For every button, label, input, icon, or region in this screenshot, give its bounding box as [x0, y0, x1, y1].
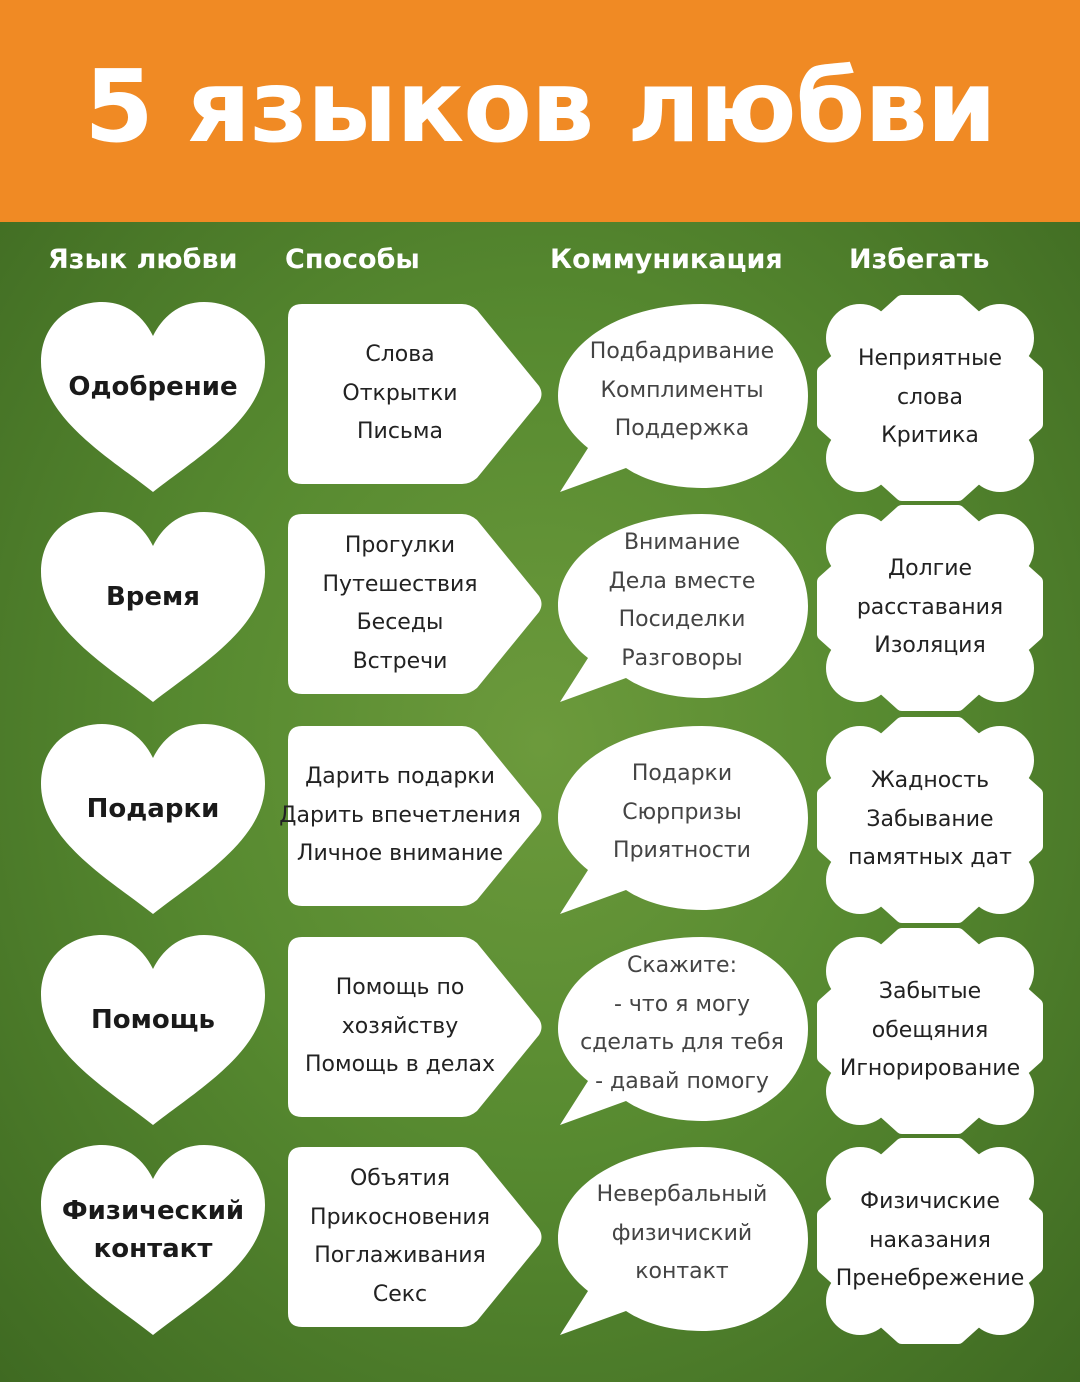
- language-line: Подарки: [86, 794, 220, 824]
- ways-line: Встречи: [352, 648, 448, 674]
- ways-cell: [284, 300, 546, 488]
- avoid-cell: [818, 933, 1042, 1129]
- communication-line: Посиделки: [618, 607, 746, 632]
- communication-line: Разговоры: [621, 645, 743, 671]
- language-cell: [38, 722, 268, 918]
- title-banner: [0, 0, 1080, 222]
- avoid-line: Критика: [881, 423, 979, 449]
- ways-line: Личное внимание: [296, 841, 504, 867]
- avoid-line: Изоляция: [874, 633, 986, 659]
- language-cell: [38, 300, 268, 496]
- ways-cell: [284, 1143, 546, 1331]
- communication-line: Невербальный: [596, 1182, 768, 1208]
- ways-text: [279, 722, 521, 910]
- language-line: Одобрение: [68, 372, 238, 402]
- ways-text: [284, 300, 516, 488]
- language-line: контакт: [93, 1234, 213, 1264]
- ways-text: [284, 933, 516, 1121]
- ways-line: Дарить подарки: [305, 764, 495, 790]
- column-header-avoid: Избегать: [849, 244, 990, 275]
- communication-text: [552, 1143, 812, 1339]
- ways-line: Прогулки: [344, 533, 456, 558]
- ways-cell: [279, 722, 546, 910]
- avoid-text: [818, 722, 1042, 918]
- communication-line: - давай помогу: [595, 1068, 769, 1094]
- communication-cell: [552, 300, 812, 496]
- communication-line: Сюрпризы: [622, 799, 742, 825]
- avoid-line: наказания: [869, 1227, 991, 1253]
- ways-line: Секс: [372, 1281, 428, 1307]
- communication-text: [552, 300, 812, 496]
- communication-line: контакт: [635, 1259, 729, 1285]
- avoid-text: [818, 510, 1042, 706]
- communication-line: Приятности: [613, 838, 751, 864]
- avoid-line: Игнорирование: [839, 1056, 1021, 1082]
- ways-line: Открытки: [342, 380, 458, 406]
- avoid-text: [818, 300, 1042, 496]
- communication-line: Подарки: [631, 761, 733, 787]
- avoid-line: памятных дат: [848, 845, 1012, 871]
- avoid-cell: [818, 1143, 1042, 1339]
- communication-line: Дела вместе: [608, 568, 756, 594]
- language-text: [38, 510, 268, 706]
- ways-line: Объятия: [349, 1166, 450, 1191]
- language-line: Помощь: [91, 1005, 215, 1035]
- language-line: Время: [105, 582, 200, 612]
- communication-line: - что я могу: [613, 991, 751, 1017]
- avoid-line: расставания: [856, 594, 1004, 620]
- language-text: [38, 300, 268, 496]
- avoid-line: Неприятные: [857, 346, 1003, 372]
- language-cell: [38, 510, 268, 706]
- avoid-line: Забытые: [878, 979, 982, 1005]
- communication-cell: [552, 510, 812, 706]
- ways-line: Путешествия: [322, 571, 478, 597]
- ways-cell: [284, 510, 546, 698]
- communication-line: Подбадривание: [589, 339, 775, 365]
- ways-line: Помощь в делах: [304, 1052, 495, 1078]
- communication-cell: [552, 1143, 812, 1339]
- ways-line: Письма: [357, 419, 443, 445]
- communication-line: физичиский: [611, 1220, 753, 1246]
- communication-cell: [552, 722, 812, 918]
- ways-line: Слова: [365, 342, 435, 368]
- avoid-line: Пренебрежение: [835, 1266, 1025, 1292]
- avoid-line: Физичиские: [860, 1189, 1000, 1215]
- avoid-line: обещяния: [871, 1017, 989, 1043]
- language-line: Физический: [61, 1196, 245, 1226]
- ways-line: Дарить впечетления: [279, 802, 521, 828]
- communication-line: сделать для тебя: [580, 1030, 784, 1055]
- language-text: [38, 722, 268, 918]
- communication-line: Скажите:: [626, 953, 737, 978]
- communication-line: Поддержка: [614, 416, 750, 442]
- communication-cell: [552, 933, 812, 1129]
- communication-line: Внимание: [623, 530, 741, 555]
- ways-cell: [284, 933, 546, 1121]
- ways-text: [284, 1143, 516, 1331]
- ways-line: Помощь по: [335, 975, 465, 1001]
- column-header-communication: Коммуникация: [550, 244, 783, 275]
- ways-line: Прикосновения: [310, 1204, 490, 1230]
- avoid-cell: [818, 722, 1042, 918]
- avoid-line: слова: [896, 384, 964, 410]
- ways-line: Поглаживания: [314, 1243, 486, 1268]
- language-cell: [38, 1143, 268, 1339]
- avoid-line: Долгие: [887, 556, 973, 582]
- ways-line: Беседы: [356, 610, 444, 635]
- ways-line: хозяйству: [341, 1013, 459, 1039]
- language-text: [38, 1143, 268, 1339]
- page-title: 5 языков любви: [84, 47, 996, 165]
- avoid-cell: [818, 510, 1042, 706]
- column-header-language: Язык любви: [48, 244, 238, 275]
- language-text: [38, 933, 268, 1129]
- avoid-cell: [818, 300, 1042, 496]
- communication-text: [552, 722, 812, 918]
- communication-text: [552, 510, 812, 706]
- communication-line: Комплименты: [600, 377, 764, 403]
- column-header-ways: Способы: [285, 244, 420, 275]
- communication-text: [552, 933, 812, 1129]
- ways-text: [284, 510, 516, 698]
- language-cell: [38, 933, 268, 1129]
- avoid-text: [818, 933, 1042, 1129]
- avoid-line: Забывание: [866, 806, 994, 832]
- avoid-text: [818, 1143, 1042, 1339]
- avoid-line: Жадность: [870, 768, 990, 794]
